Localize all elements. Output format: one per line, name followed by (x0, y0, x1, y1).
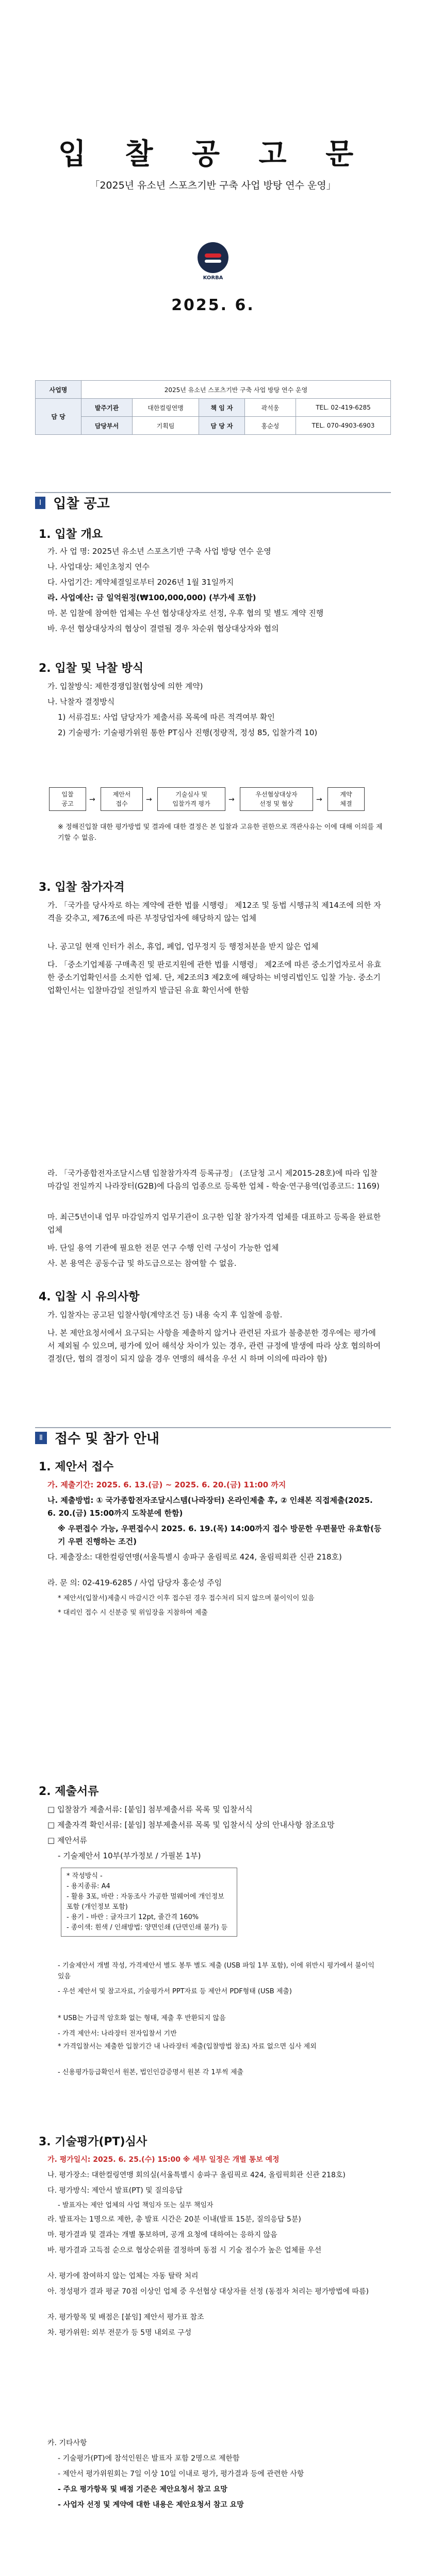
dept-value1: 대한컬링연맹 (133, 399, 199, 417)
etc-line: - 제안서 평가위원회는 7일 이상 10일 이내로 평가, 평가결과 등에 관련한 사항 (58, 2470, 304, 2478)
qual-line: 다. 「중소기업제품 구매촉진 및 판로지원에 관한 법률 시행령」 제2조에 따른 중소기업자로서 유효한 중소기업확인서를 소지한 업체. 단, 제2조의3 제2호에 해당하는 비영리법인도 입찰 가능. 중소기업확인서는 입찰마감일 전일까지 발급된 유효 확인서에 한함 (47, 960, 382, 995)
format-line: * 작성방식 - (67, 1872, 103, 1880)
document-title: 입 찰 공 고 문 (58, 138, 368, 171)
method-line: 가. 입찰방식: 제한경쟁입찰(협상에 의한 계약) (47, 682, 203, 691)
section-1-header (35, 492, 391, 512)
info-table (35, 380, 391, 435)
arrow-icon: → (316, 795, 322, 804)
heading-1-1: 1. 입찰 개요 (39, 528, 103, 541)
document-date: 2025. 6. (171, 296, 255, 314)
method-line: 1) 서류검토: 사업 담당자가 제출서류 목록에 따른 적격여부 확인 (58, 713, 275, 722)
document-subtitle: 「2025년 유소년 스포츠기반 구축 사업 방탕 연수 운영」 (90, 180, 336, 191)
submit-line: 다. 제출장소: 대한컬링연맹(서울특별시 송파구 올림픽로 424, 올림픽회관 신관 218호) (47, 1552, 342, 1562)
doc-line: * 가격입찰서는 제출한 입찰기간 내 나라장터 제출(입찰방법 참조) 자료 없으면 심사 제외 (58, 2043, 317, 2050)
submit-note: * 대리인 접수 시 신분증 및 위임장을 지참하여 제출 (58, 1609, 208, 1617)
etc-line: - 주요 평가항목 및 배점 기준은 제안요청서 참고 요망 (58, 2485, 227, 2494)
notice-line: 가. 입찰자는 공고된 입찰사항(계약조건 등) 내용 숙지 후 입찰에 응함. (47, 1310, 283, 1319)
section-2-header (35, 1427, 391, 1447)
pt-line: 자. 평가항목 및 배점은 [붙임] 제안서 평가표 참조 (47, 2313, 204, 2321)
doc-line: □ 제출자격 확인서류: [붙임] 첨부제출서류 목록 및 입찰서식 상의 안내사항 참조요망 (47, 1820, 335, 1829)
pt-line: 마. 평가결과 및 결과는 개별 통보하며, 공개 요청에 대하여는 응하지 않음 (47, 2231, 277, 2239)
org-logo-abbr: KORBA (203, 275, 223, 281)
doc-line: - 기술제안서 개별 작성, 가격제안서 별도 봉투 별도 제출 (USB 파일 1부 포함), 이에 위반시 평가에서 불이익 있음 (58, 1962, 374, 1980)
resp-value: 곽석웅 (245, 399, 296, 417)
qual-line: 가. 「국가를 당사자로 하는 계약에 관한 법률 시행령」 제12조 및 동법 시행규칙 제14조에 의한 자격을 갖추고, 제76조에 따른 부정당업자에 해당하지 않는 업체 (47, 901, 381, 923)
flow-step: 기술심사 및 입찰가격 평가 (157, 787, 225, 811)
method-line: 나. 낙찰자 결정방식 (47, 697, 115, 706)
tel2: TEL. 070-4903-6903 (296, 417, 391, 435)
process-flow (49, 787, 384, 810)
overview-line: 가. 사 업 명: 2025년 유소년 스포츠기반 구축 사업 방탕 연수 운영 (47, 547, 271, 556)
heading-2-1: 1. 제안서 접수 (39, 1461, 114, 1473)
doc-line: * USB는 가급적 암호화 없는 형태, 제출 후 반환되지 않음 (58, 2014, 226, 2022)
project-value: 2025년 유소년 스포츠기반 구축 사업 방탕 연수 운영 (81, 381, 391, 399)
heading-1-2: 2. 입찰 및 낙찰 방식 (39, 662, 144, 675)
heading-2-3: 3. 기술평가(PT)심사 (39, 2136, 148, 2148)
tel1: TEL. 02-419-6285 (296, 399, 391, 417)
qual-line: 나. 공고일 현재 인터가 취소, 휴업, 폐업, 업무정지 등 행정처분을 받지 않은 업체 (47, 942, 319, 951)
qual-line: 바. 단일 용역 기관에 필요한 전문 연구 수행 인력 구성이 가능한 업체 (47, 1243, 279, 1252)
format-line: - 종이색: 흰색 / 인쇄방법: 양면인쇄 (단면인쇄 불가) 등 (67, 1924, 228, 1931)
staff-label: 담 당 자 (199, 417, 245, 435)
format-line: - 활용 3포, 바란 : 자동조사 가공한 멀웨어에 개인정보 포함 (개인정보 포함) (67, 1893, 224, 1911)
pt-line: 바. 평가결과 고득점 순으로 협상순위를 결정하며 동점 시 기술 점수가 높은 업체를 우선 (47, 2246, 322, 2255)
doc-line: - 기술제안서 10부(부가정보 / 가필본 1부) (58, 1851, 201, 1860)
pt-line: 차. 평가위원: 외부 전문가 등 5명 내외로 구성 (47, 2329, 192, 2337)
method-line: 2) 기술평가: 기술평가위원 통한 PT심사 진행(정량적, 정성 85, 입찰가격 10) (58, 728, 318, 737)
flow-step: 계약 체결 (327, 787, 365, 811)
dept-label1: 발주기관 (81, 399, 133, 417)
pt-line: - 발표자는 제안 업체의 사업 책임자 또는 실무 책임자 (58, 2201, 214, 2209)
format-line: - 용지종류: A4 (67, 1883, 110, 1890)
qual-line: 마. 최근5년이내 업무 마감일까지 업무기관이 요구한 입찰 참가자격 업체를 대표하고 등록을 완료한 업체 (47, 1212, 381, 1234)
doc-line: □ 입찰참가 제출서류: [붙임] 첨부제출서류 목록 및 입찰서식 (47, 1805, 253, 1814)
doc-line: - 가격 제안서: 나라장터 전자입찰서 기반 (58, 2030, 177, 2038)
qual-line: 사. 본 용역은 공동수급 및 하도급으로는 참여할 수 없음. (47, 1259, 237, 1268)
submit-line: 나. 제출방법: ① 국가종합전자조달시스템(나라장터) 온라인제출 후, ② 인쇄본 직접제출(2025. 6. 20.(금) 15:00까지 도착분에 한함) (47, 1496, 373, 1518)
pt-line: 나. 평가장소: 대한컬링연맹 회의실(서울특별시 송파구 올림픽로 424, 올림픽회관 신관 218호) (47, 2171, 346, 2179)
section-1-tag: Ⅰ (35, 497, 45, 509)
format-line: - 용기 - 바란 : 글자크기 12pt, 줄간격 160% (67, 1913, 199, 1921)
method-note: ※ 정해진입찰 대한 평가방법 및 결과에 대한 결정은 본 입찰과 고유한 권한으로 객관사유는 이에 대해 이의를 제기할 수 없음. (58, 823, 383, 842)
pt-line: 가. 평가일시: 2025. 6. 25.(수) 15:00 ※ 세부 일정은 개별 통보 예정 (47, 2156, 280, 2164)
etc-line: - 기술평가(PT)에 참석인원은 발표자 포함 2명으로 제한함 (58, 2454, 240, 2463)
notice-line: 나. 본 제안요청서에서 요구되는 사항을 제출하지 않거나 관련된 자료가 불충분한 경우에는 평가에서 제외될 수 있으며, 평가에 있어 해석상 차이가 있는 경우, 관련 규정에 발생에 따라 상호 협의하여 결정(단, 협의 결정이 되지 않을 경우 연맹의 해석을 우선 시 하며 이의에 따라야 함) (47, 1328, 381, 1363)
pt-line: 사. 평가에 참여하지 않는 업체는 자동 탈락 처리 (47, 2272, 199, 2280)
doc-line: - 신용평가등급확인서 원본, 법인인감증명서 원본 각 1부씩 제출 (58, 2069, 243, 2076)
arrow-icon: → (146, 795, 152, 804)
doc-line: □ 제안서류 (47, 1836, 87, 1845)
flow-step: 제안서 접수 (101, 787, 143, 811)
etc-line: 카. 기타사항 (47, 2439, 87, 2447)
submit-line: ※ 우편접수 가능, 우편접수시 2025. 6. 19.(목) 14:00까지 접수 방문한 우편물만 유효함(등기 우편 진행하는 조건) (58, 1524, 382, 1546)
dept-label: 담 당 (36, 399, 81, 435)
owner-label: 담당부서 (81, 417, 133, 435)
section-2-title: 접수 및 참가 안내 (54, 1431, 159, 1447)
pt-line: 라. 발표자는 1명으로 제한, 총 발표 시간은 20분 이내(발표 15분, 질의응답 5분) (47, 2215, 301, 2224)
staff-value: 홍순성 (245, 417, 296, 435)
qual-line: 라. 「국가종합전자조달시스템 입찰참가자격 등록규정」 (조달청 고시 제2015-28호)에 따라 입찰마감일 전일까지 나라장터(G2B)에 다음의 업종으로 등록한 업체 - 학술·연구용역(업종코드: 1169) (47, 1168, 380, 1191)
heading-1-4: 4. 입찰 시 유의사항 (39, 1291, 140, 1303)
doc-line: - 우선 제안서 및 참고자료, 기술평가서 PPT자료 등 제안서 PDF형태 (USB 제출) (58, 1988, 292, 1995)
section-1-title: 입찰 공고 (53, 496, 110, 512)
arrow-icon: → (228, 795, 235, 804)
section-2-tag: Ⅱ (35, 1432, 47, 1444)
org-logo (198, 242, 228, 281)
heading-2-2: 2. 제출서류 (39, 1785, 99, 1798)
submit-line: 가. 제출기간: 2025. 6. 13.(금) ~ 2025. 6. 20.(금) 11:00 까지 (47, 1480, 286, 1489)
owner-dept: 기획팀 (133, 417, 199, 435)
overview-line: 마. 본 입찰에 참여한 업체는 우선 협상대상자로 선정, 우후 협의 및 별도 계약 진행 (47, 608, 324, 618)
flow-step: 우선협상대상자 선정 및 협상 (240, 787, 313, 811)
pt-line: 다. 평가방식: 제안서 발표(PT) 및 질의응답 (47, 2187, 183, 2195)
heading-1-3: 3. 입찰 참가자격 (39, 881, 125, 894)
curling-stone-icon (198, 242, 228, 273)
overview-line: 다. 사업기간: 계약체결일로부터 2026년 1월 31일까지 (47, 578, 234, 587)
submit-line: 라. 문 의: 02-419-6285 / 사업 담당자 홍순성 주임 (47, 1578, 222, 1587)
overview-line: 나. 사업대상: 체인초청지 연수 (47, 562, 150, 571)
resp-label: 책 임 자 (199, 399, 245, 417)
pt-line: 아. 정성평가 결과 평균 70점 이상인 업체 중 우선협상 대상자를 선정 (동점자 처리는 평가방법에 따름) (47, 2287, 369, 2296)
project-label: 사업명 (36, 381, 81, 399)
flow-step: 입찰 공고 (49, 787, 86, 811)
arrow-icon: → (89, 795, 95, 804)
overview-line: 라. 사업예산: 금 일억원정(₩100,000,000) (부가세 포함) (47, 593, 256, 602)
format-box (61, 1868, 237, 1937)
submit-note: * 제안서(입찰서)제출시 마감시간 이후 접수된 경우 접수처리 되지 않으며 불이익이 있음 (58, 1595, 315, 1602)
etc-line: - 사업자 선정 및 계약에 대한 내용은 제안요청서 참고 요망 (58, 2501, 244, 2509)
overview-line: 바. 우선 협상대상자의 협상이 결렬될 경우 차순위 협상대상자와 협의 (47, 624, 279, 633)
